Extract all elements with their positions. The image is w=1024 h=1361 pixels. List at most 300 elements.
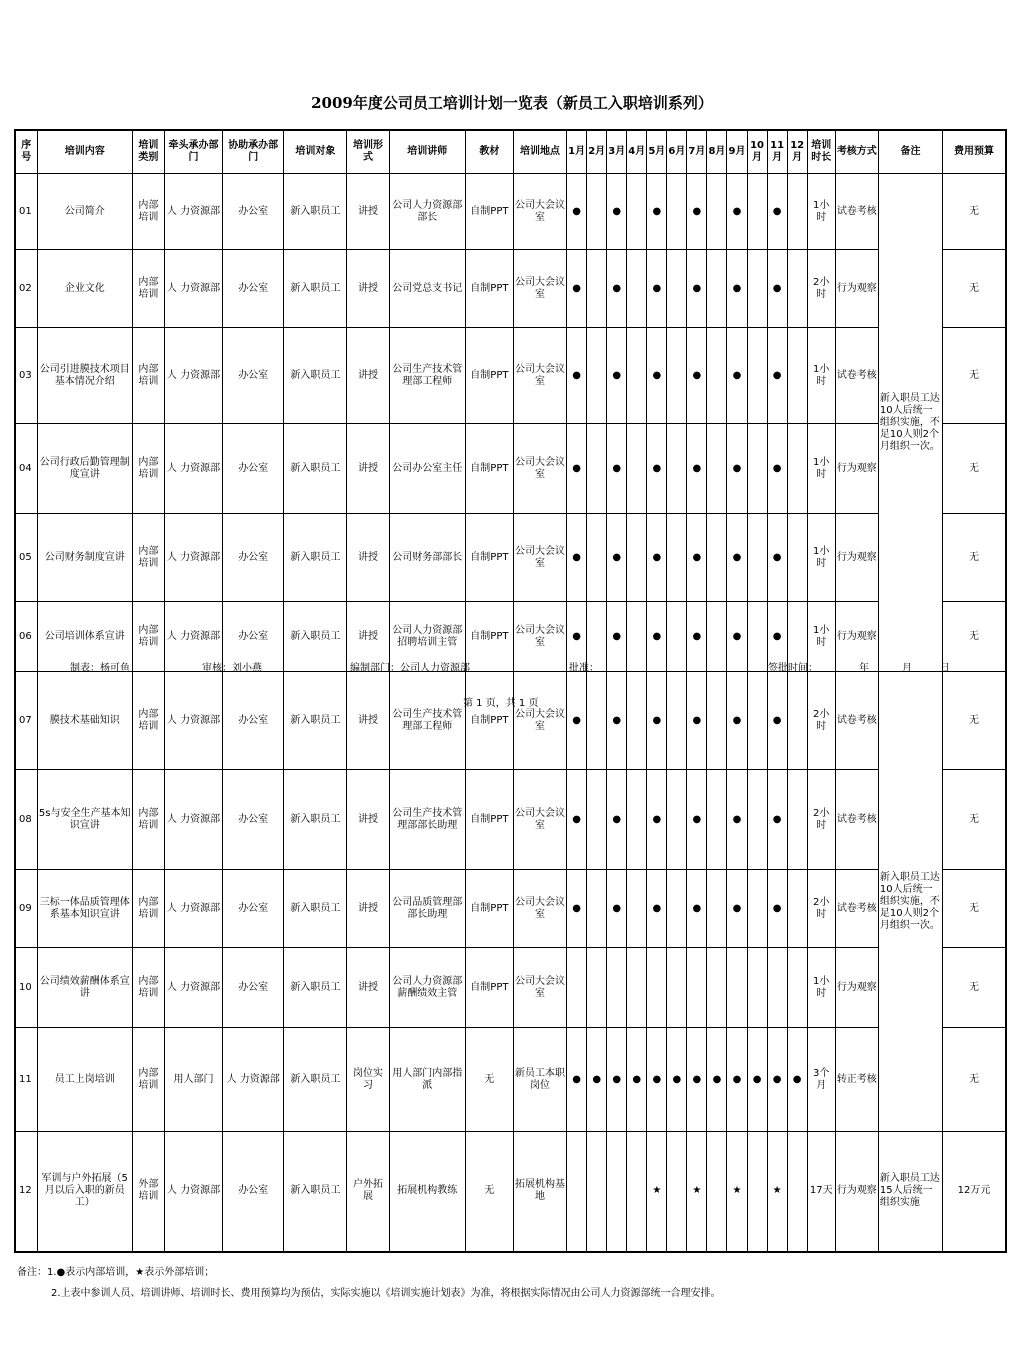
cell-duration: 2小时 bbox=[807, 770, 835, 870]
month-cell bbox=[627, 602, 647, 672]
cell-duration: 2小时 bbox=[807, 672, 835, 770]
cell-assessment: 试卷考核 bbox=[835, 328, 878, 424]
month-cell bbox=[627, 948, 647, 1028]
dot-mark: ● bbox=[767, 424, 787, 514]
cell-category: 内部培训 bbox=[132, 514, 164, 602]
header-month-1: 1月 bbox=[567, 130, 587, 174]
cell-assist-dept: 办公室 bbox=[223, 250, 284, 328]
table-row bbox=[15, 948, 1006, 1028]
cell-lead-dept: 人 力资源部 bbox=[164, 602, 222, 672]
table-row bbox=[15, 328, 1006, 424]
table-row bbox=[15, 250, 1006, 328]
dot-mark: ● bbox=[687, 1028, 707, 1132]
cell-budget: 无 bbox=[943, 770, 1006, 870]
header-budget: 费用预算 bbox=[943, 130, 1006, 174]
cell-content: 军训与户外拓展（5月以后入职的新员工） bbox=[37, 1132, 132, 1252]
month-cell bbox=[627, 250, 647, 328]
cell-target: 新入职员工 bbox=[284, 770, 347, 870]
cell-assist-dept: 办公室 bbox=[223, 948, 284, 1028]
dot-mark: ● bbox=[567, 250, 587, 328]
month-cell bbox=[707, 672, 727, 770]
month-cell bbox=[747, 328, 767, 424]
dot-mark: ● bbox=[727, 174, 747, 250]
table-row bbox=[15, 1132, 1006, 1252]
cell-duration: 2小时 bbox=[807, 250, 835, 328]
cell-form: 讲授 bbox=[347, 770, 389, 870]
month-cell bbox=[667, 948, 687, 1028]
cell-seq: 01 bbox=[15, 174, 37, 250]
page-number: 第 1 页，共 1 页 bbox=[463, 698, 539, 709]
cell-material: 无 bbox=[465, 1028, 513, 1132]
note-line-1: 备注：1.●表示内部培训，★表示外部培训； bbox=[17, 1267, 215, 1278]
cell-assessment: 试卷考核 bbox=[835, 770, 878, 870]
header-form: 培训形式 bbox=[347, 130, 389, 174]
cell-seq: 07 bbox=[15, 672, 37, 770]
cell-lead-dept: 人 力资源部 bbox=[164, 174, 222, 250]
cell-duration: 2小时 bbox=[807, 870, 835, 948]
cell-content: 膜技术基础知识 bbox=[37, 672, 132, 770]
month-cell bbox=[747, 602, 767, 672]
cell-seq: 09 bbox=[15, 870, 37, 948]
cell-budget: 无 bbox=[943, 672, 1006, 770]
month-cell bbox=[747, 948, 767, 1028]
header-month-8: 8月 bbox=[707, 130, 727, 174]
cell-target: 新入职员工 bbox=[284, 602, 347, 672]
dot-mark: ● bbox=[567, 870, 587, 948]
cell-form: 岗位实习 bbox=[347, 1028, 389, 1132]
dot-mark: ● bbox=[687, 602, 707, 672]
cell-content: 公司引进膜技术项目基本情况介绍 bbox=[37, 328, 132, 424]
cell-lecturer: 公司人力资源部薪酬绩效主管 bbox=[389, 948, 465, 1028]
month-cell bbox=[767, 948, 787, 1028]
header-duration: 培训时长 bbox=[807, 130, 835, 174]
dot-mark: ● bbox=[687, 770, 707, 870]
dot-mark: ● bbox=[767, 602, 787, 672]
cell-form: 讲授 bbox=[347, 328, 389, 424]
notes bbox=[17, 1262, 721, 1304]
cell-lead-dept: 人 力资源部 bbox=[164, 870, 222, 948]
cell-target: 新入职员工 bbox=[284, 250, 347, 328]
star-mark: ★ bbox=[687, 1132, 707, 1252]
month-cell bbox=[747, 174, 767, 250]
cell-form: 讲授 bbox=[347, 250, 389, 328]
dot-mark: ● bbox=[687, 672, 707, 770]
cell-assessment: 试卷考核 bbox=[835, 672, 878, 770]
dot-mark: ● bbox=[607, 770, 627, 870]
table-row bbox=[15, 870, 1006, 948]
cell-content: 员工上岗培训 bbox=[37, 1028, 132, 1132]
cell-lecturer: 公司生产技术管理部工程师 bbox=[389, 672, 465, 770]
table-row bbox=[15, 514, 1006, 602]
dot-mark: ● bbox=[687, 424, 707, 514]
cell-category: 内部培训 bbox=[132, 424, 164, 514]
header-assist-dept: 协助承办部门 bbox=[223, 130, 284, 174]
star-mark: ★ bbox=[767, 1132, 787, 1252]
dot-mark: ● bbox=[647, 328, 667, 424]
cell-target: 新入职员工 bbox=[284, 328, 347, 424]
cell-seq: 08 bbox=[15, 770, 37, 870]
cell-duration: 1小时 bbox=[807, 328, 835, 424]
month-cell bbox=[787, 602, 807, 672]
training-plan-table bbox=[14, 129, 1007, 1253]
dot-mark: ● bbox=[727, 672, 747, 770]
day-label: 日 bbox=[940, 663, 950, 674]
cell-form: 讲授 bbox=[347, 870, 389, 948]
page-title: 2009年度公司员工培训计划一览表（新员工入职培训系列） bbox=[311, 94, 713, 112]
month-cell bbox=[787, 250, 807, 328]
month-cell bbox=[787, 514, 807, 602]
cell-lead-dept: 人 力资源部 bbox=[164, 770, 222, 870]
dot-mark: ● bbox=[647, 514, 667, 602]
cell-duration: 1小时 bbox=[807, 514, 835, 602]
month-cell bbox=[707, 602, 727, 672]
month-cell bbox=[787, 948, 807, 1028]
cell-lead-dept: 用人部门 bbox=[164, 1028, 222, 1132]
month-cell bbox=[667, 328, 687, 424]
month-cell bbox=[707, 948, 727, 1028]
cell-material: 自制PPT bbox=[465, 514, 513, 602]
cell-assessment: 行为观察 bbox=[835, 1132, 878, 1252]
dot-mark: ● bbox=[727, 870, 747, 948]
dot-mark: ● bbox=[567, 174, 587, 250]
month-cell bbox=[627, 328, 647, 424]
month-cell bbox=[567, 1132, 587, 1252]
cell-form: 讲授 bbox=[347, 948, 389, 1028]
cell-category: 外部培训 bbox=[132, 1132, 164, 1252]
cell-material: 自制PPT bbox=[465, 602, 513, 672]
cell-assist-dept: 办公室 bbox=[223, 174, 284, 250]
cell-lecturer: 公司办公室主任 bbox=[389, 424, 465, 514]
cell-location: 公司大会议室 bbox=[513, 602, 566, 672]
dot-mark: ● bbox=[747, 1028, 767, 1132]
maker-label: 制表：杨可鱼 bbox=[70, 663, 130, 674]
cell-duration: 1小时 bbox=[807, 948, 835, 1028]
dot-mark: ● bbox=[647, 1028, 667, 1132]
month-cell bbox=[627, 424, 647, 514]
dot-mark: ● bbox=[767, 174, 787, 250]
cell-budget: 无 bbox=[943, 1028, 1006, 1132]
cell-form: 讲授 bbox=[347, 424, 389, 514]
cell-material: 自制PPT bbox=[465, 250, 513, 328]
cell-duration: 3个月 bbox=[807, 1028, 835, 1132]
cell-target: 新入职员工 bbox=[284, 1132, 347, 1252]
cell-assessment: 行为观察 bbox=[835, 602, 878, 672]
month-cell bbox=[587, 328, 607, 424]
cell-assist-dept: 办公室 bbox=[223, 424, 284, 514]
note-line-2: 2.上表中参训人员、培训讲师、培训时长、费用预算均为预估，实际实施以《培训实施计划表》为准，将根据实际情况由公司人力资源部统一合理安排。 bbox=[51, 1288, 721, 1299]
month-cell bbox=[627, 770, 647, 870]
cell-budget: 无 bbox=[943, 602, 1006, 672]
month-cell bbox=[587, 602, 607, 672]
cell-location: 公司大会议室 bbox=[513, 870, 566, 948]
dot-mark: ● bbox=[767, 672, 787, 770]
month-cell bbox=[787, 424, 807, 514]
month-cell bbox=[707, 1132, 727, 1252]
month-cell bbox=[747, 250, 767, 328]
cell-material: 无 bbox=[465, 1132, 513, 1252]
dot-mark: ● bbox=[707, 1028, 727, 1132]
header-seq: 序号 bbox=[15, 130, 37, 174]
cell-lecturer: 用人部门内部指派 bbox=[389, 1028, 465, 1132]
cell-category: 内部培训 bbox=[132, 870, 164, 948]
month-cell bbox=[587, 250, 607, 328]
cell-location: 新员工本职岗位 bbox=[513, 1028, 566, 1132]
cell-target: 新入职员工 bbox=[284, 672, 347, 770]
year-label: 年 bbox=[859, 663, 869, 674]
dot-mark: ● bbox=[787, 1028, 807, 1132]
cell-material: 自制PPT bbox=[465, 870, 513, 948]
cell-remark: 新入职员工达10人后统一组织实施，不足10人则2个月组织一次。 bbox=[878, 672, 942, 1132]
header-month-5: 5月 bbox=[647, 130, 667, 174]
cell-lead-dept: 人 力资源部 bbox=[164, 514, 222, 602]
cell-budget: 无 bbox=[943, 870, 1006, 948]
dot-mark: ● bbox=[687, 174, 707, 250]
dot-mark: ● bbox=[627, 1028, 647, 1132]
dept-label: 编制部门：公司人力资源部 bbox=[350, 663, 470, 674]
cell-seq: 11 bbox=[15, 1028, 37, 1132]
table-row bbox=[15, 770, 1006, 870]
cell-assessment: 行为观察 bbox=[835, 250, 878, 328]
header-remark: 备注 bbox=[878, 130, 942, 174]
dot-mark: ● bbox=[647, 770, 667, 870]
table-row bbox=[15, 602, 1006, 672]
month-cell bbox=[667, 514, 687, 602]
table-row bbox=[15, 672, 1006, 770]
cell-form: 讲授 bbox=[347, 672, 389, 770]
header-month-11: 11月 bbox=[767, 130, 787, 174]
month-cell bbox=[647, 948, 667, 1028]
header-month-9: 9月 bbox=[727, 130, 747, 174]
cell-category: 内部培训 bbox=[132, 174, 164, 250]
cell-budget: 无 bbox=[943, 514, 1006, 602]
reviewer-label: 审核：刘小燕 bbox=[202, 663, 262, 674]
cell-duration: 1小时 bbox=[807, 602, 835, 672]
month-cell bbox=[747, 514, 767, 602]
cell-material: 自制PPT bbox=[465, 948, 513, 1028]
dot-mark: ● bbox=[767, 770, 787, 870]
cell-lecturer: 拓展机构教练 bbox=[389, 1132, 465, 1252]
month-cell bbox=[667, 672, 687, 770]
cell-assessment: 行为观察 bbox=[835, 948, 878, 1028]
cell-location: 拓展机构基地 bbox=[513, 1132, 566, 1252]
cell-lead-dept: 人 力资源部 bbox=[164, 424, 222, 514]
dot-mark: ● bbox=[647, 174, 667, 250]
header-month-6: 6月 bbox=[667, 130, 687, 174]
cell-seq: 03 bbox=[15, 328, 37, 424]
cell-material: 自制PPT bbox=[465, 174, 513, 250]
header-month-3: 3月 bbox=[607, 130, 627, 174]
dot-mark: ● bbox=[607, 424, 627, 514]
month-cell bbox=[687, 948, 707, 1028]
cell-assessment: 行为观察 bbox=[835, 514, 878, 602]
month-cell bbox=[667, 1132, 687, 1252]
cell-target: 新入职员工 bbox=[284, 870, 347, 948]
dot-mark: ● bbox=[687, 328, 707, 424]
header-month-2: 2月 bbox=[587, 130, 607, 174]
cell-category: 内部培训 bbox=[132, 328, 164, 424]
cell-content: 公司财务制度宣讲 bbox=[37, 514, 132, 602]
header-content: 培训内容 bbox=[37, 130, 132, 174]
cell-material: 自制PPT bbox=[465, 328, 513, 424]
dot-mark: ● bbox=[647, 424, 667, 514]
month-cell bbox=[627, 1132, 647, 1252]
cell-seq: 04 bbox=[15, 424, 37, 514]
dot-mark: ● bbox=[567, 602, 587, 672]
month-cell bbox=[627, 174, 647, 250]
dot-mark: ● bbox=[687, 870, 707, 948]
dot-mark: ● bbox=[567, 1028, 587, 1132]
month-cell bbox=[707, 424, 727, 514]
header-material: 教材 bbox=[465, 130, 513, 174]
month-cell bbox=[667, 770, 687, 870]
dot-mark: ● bbox=[607, 672, 627, 770]
sign-time-label: 签批时间： bbox=[768, 663, 818, 674]
cell-form: 户外拓展 bbox=[347, 1132, 389, 1252]
header-target: 培训对象 bbox=[284, 130, 347, 174]
cell-seq: 12 bbox=[15, 1132, 37, 1252]
cell-category: 内部培训 bbox=[132, 948, 164, 1028]
dot-mark: ● bbox=[727, 770, 747, 870]
cell-assist-dept: 办公室 bbox=[223, 870, 284, 948]
month-cell bbox=[707, 250, 727, 328]
month-cell bbox=[607, 1132, 627, 1252]
cell-budget: 无 bbox=[943, 948, 1006, 1028]
dot-mark: ● bbox=[767, 1028, 787, 1132]
header-month-12: 12月 bbox=[787, 130, 807, 174]
month-cell bbox=[667, 424, 687, 514]
dot-mark: ● bbox=[607, 514, 627, 602]
month-cell bbox=[567, 948, 587, 1028]
cell-lecturer: 公司品质管理部部长助理 bbox=[389, 870, 465, 948]
cell-budget: 无 bbox=[943, 328, 1006, 424]
cell-lecturer: 公司生产技术管理部部长助理 bbox=[389, 770, 465, 870]
cell-target: 新入职员工 bbox=[284, 424, 347, 514]
cell-lead-dept: 人 力资源部 bbox=[164, 948, 222, 1028]
dot-mark: ● bbox=[647, 602, 667, 672]
dot-mark: ● bbox=[727, 424, 747, 514]
month-cell bbox=[707, 514, 727, 602]
cell-lecturer: 公司人力资源部部长 bbox=[389, 174, 465, 250]
cell-location: 公司大会议室 bbox=[513, 948, 566, 1028]
header-location: 培训地点 bbox=[513, 130, 566, 174]
month-cell bbox=[667, 602, 687, 672]
cell-assist-dept: 办公室 bbox=[223, 602, 284, 672]
cell-content: 公司行政后勤管理制度宣讲 bbox=[37, 424, 132, 514]
cell-form: 讲授 bbox=[347, 514, 389, 602]
month-cell bbox=[707, 174, 727, 250]
cell-location: 公司大会议室 bbox=[513, 328, 566, 424]
month-cell bbox=[587, 174, 607, 250]
dot-mark: ● bbox=[667, 1028, 687, 1132]
cell-remark: 新入职员工达10人后统一组织实施，不足10人则2个月组织一次。 bbox=[878, 174, 942, 672]
cell-remark: 新入职员工达15人后统一组织实施 bbox=[878, 1132, 942, 1252]
cell-duration: 1小时 bbox=[807, 424, 835, 514]
month-cell bbox=[707, 770, 727, 870]
cell-assist-dept: 办公室 bbox=[223, 514, 284, 602]
dot-mark: ● bbox=[647, 250, 667, 328]
month-cell bbox=[787, 174, 807, 250]
cell-content: 5s与安全生产基本知识宣讲 bbox=[37, 770, 132, 870]
dot-mark: ● bbox=[727, 328, 747, 424]
month-cell bbox=[707, 328, 727, 424]
cell-material: 自制PPT bbox=[465, 770, 513, 870]
month-cell bbox=[787, 672, 807, 770]
cell-duration: 1小时 bbox=[807, 174, 835, 250]
cell-content: 公司绩效薪酬体系宣讲 bbox=[37, 948, 132, 1028]
header-month-10: 10月 bbox=[747, 130, 767, 174]
cell-lead-dept: 人 力资源部 bbox=[164, 1132, 222, 1252]
cell-lecturer: 公司党总支书记 bbox=[389, 250, 465, 328]
month-cell bbox=[627, 870, 647, 948]
month-cell bbox=[587, 770, 607, 870]
header-month-4: 4月 bbox=[627, 130, 647, 174]
dot-mark: ● bbox=[607, 174, 627, 250]
cell-location: 公司大会议室 bbox=[513, 424, 566, 514]
dot-mark: ● bbox=[607, 250, 627, 328]
dot-mark: ● bbox=[567, 672, 587, 770]
dot-mark: ● bbox=[767, 328, 787, 424]
cell-location: 公司大会议室 bbox=[513, 250, 566, 328]
month-cell bbox=[787, 870, 807, 948]
cell-lead-dept: 人 力资源部 bbox=[164, 328, 222, 424]
cell-target: 新入职员工 bbox=[284, 514, 347, 602]
cell-assist-dept: 办公室 bbox=[223, 1132, 284, 1252]
cell-category: 内部培训 bbox=[132, 250, 164, 328]
cell-material: 自制PPT bbox=[465, 672, 513, 770]
dot-mark: ● bbox=[607, 1028, 627, 1132]
approve-label: 批准： bbox=[569, 663, 599, 674]
cell-target: 新入职员工 bbox=[284, 948, 347, 1028]
month-cell bbox=[747, 1132, 767, 1252]
star-mark: ★ bbox=[647, 1132, 667, 1252]
cell-budget: 无 bbox=[943, 424, 1006, 514]
cell-category: 内部培训 bbox=[132, 672, 164, 770]
month-cell bbox=[787, 328, 807, 424]
cell-assessment: 行为观察 bbox=[835, 424, 878, 514]
cell-seq: 10 bbox=[15, 948, 37, 1028]
cell-budget: 无 bbox=[943, 174, 1006, 250]
cell-lecturer: 公司生产技术管理部工程师 bbox=[389, 328, 465, 424]
header-row bbox=[15, 130, 1006, 174]
month-cell bbox=[707, 870, 727, 948]
month-cell bbox=[627, 514, 647, 602]
month-cell bbox=[607, 948, 627, 1028]
cell-seq: 06 bbox=[15, 602, 37, 672]
cell-content: 三标一体品质管理体系基本知识宣讲 bbox=[37, 870, 132, 948]
month-cell bbox=[587, 424, 607, 514]
dot-mark: ● bbox=[647, 870, 667, 948]
header-lecturer: 培训讲师 bbox=[389, 130, 465, 174]
dot-mark: ● bbox=[687, 514, 707, 602]
cell-lead-dept: 人 力资源部 bbox=[164, 672, 222, 770]
cell-category: 内部培训 bbox=[132, 602, 164, 672]
dot-mark: ● bbox=[567, 328, 587, 424]
dot-mark: ● bbox=[607, 328, 627, 424]
cell-location: 公司大会议室 bbox=[513, 770, 566, 870]
dot-mark: ● bbox=[687, 250, 707, 328]
cell-assist-dept: 办公室 bbox=[223, 672, 284, 770]
month-cell bbox=[667, 250, 687, 328]
cell-form: 讲授 bbox=[347, 174, 389, 250]
month-cell bbox=[587, 514, 607, 602]
cell-assist-dept: 办公室 bbox=[223, 328, 284, 424]
month-cell bbox=[627, 672, 647, 770]
header-lead-dept: 牵头承办部门 bbox=[164, 130, 222, 174]
cell-budget: 12万元 bbox=[943, 1132, 1006, 1252]
month-cell bbox=[587, 948, 607, 1028]
header-assessment: 考核方式 bbox=[835, 130, 878, 174]
table-row bbox=[15, 174, 1006, 250]
